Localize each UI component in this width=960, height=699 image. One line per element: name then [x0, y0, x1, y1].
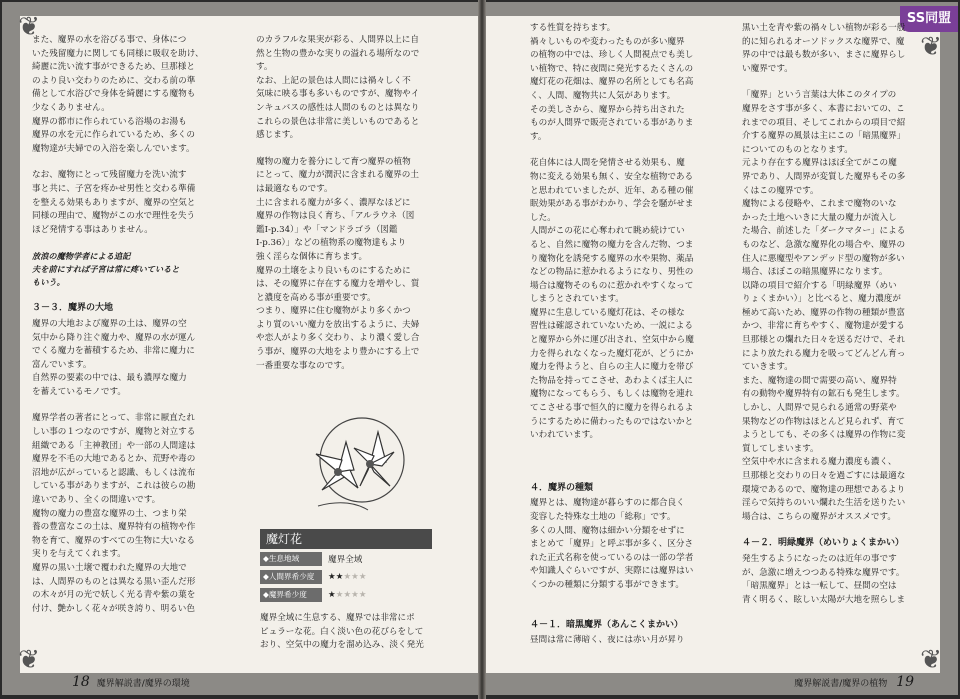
star-icon: ★	[351, 572, 359, 582]
text-line: つまり、魔界に住む魔物がより多くかつ	[256, 306, 411, 317]
paragraph-gap	[530, 144, 728, 157]
text-line: 魔物の魔力の豊富な魔界の土、つまり栄	[32, 508, 187, 519]
text-line: 実りを与えてくれます。	[32, 549, 126, 560]
text-line: 魔界に生息している魔灯花は、その様な	[530, 307, 685, 318]
plant-entry-title: 魔灯花	[260, 529, 432, 549]
section-heading: ３－３．魔界の大地	[32, 303, 114, 314]
text-line: 的に知られるオーソドックスな魔界で、魔	[742, 36, 905, 47]
right-page-frame	[940, 2, 958, 695]
text-line: 自然界の要素の中では、最も濃厚な魔力	[32, 373, 187, 384]
text-line: その美しさから、魔界から持ち出された	[530, 104, 685, 115]
star-icon: ★	[343, 572, 352, 582]
text-line: おり、空気中の魔力を溜め込み、淡く発光	[260, 640, 424, 651]
text-line: 感じます。	[256, 130, 299, 141]
text-line: により放たれる魔力を吸ってどんどん育っ	[742, 348, 906, 359]
text-line: 魔界の作物は良く育ち、「アルラウネ（図	[256, 211, 415, 222]
text-line: 「暗黒魔界」とは一転して、昼間の空は	[742, 581, 897, 592]
text-line: 旦那様との爛れた日々を送るだけで、それ	[742, 335, 906, 346]
text-line: ンキュバスの感性は人間のものとは異なり	[256, 102, 420, 113]
text-line: 養の豊富なこの土は、魔界特有の植物や作	[32, 522, 196, 533]
text-line: た場合、前述した「ダークマター」による	[742, 226, 906, 237]
text-line: 青く明るく、眩しい太陽が大地を照らしま	[742, 594, 906, 605]
text-line: 魔界の黒い土壌で覆われた魔界の大地で	[32, 563, 187, 573]
entry-key-human-rarity: ◆人間界希少度	[260, 570, 322, 584]
paragraph-gap	[530, 443, 728, 456]
text-line: なお、魔物にとって残留魔力を洗い流す	[32, 170, 187, 181]
text-line: 果物などの作物はほとんど見られず、育て	[742, 416, 905, 427]
text-line: 付け、艶かしく花々が咲き誇り、明るい色	[32, 603, 195, 614]
text-line: 同様の理由で、魔物がこの水で理性を失う	[32, 211, 196, 222]
text-line: これらの景色は非常に美しいものであると	[256, 116, 420, 127]
page-number: 18	[72, 674, 90, 690]
text-line: 土に含まれる魔力が多く、濃厚なほどに	[256, 197, 411, 208]
text-line: れた正式名称を使っているのは一部の学者	[530, 552, 694, 563]
left-column-3	[260, 612, 450, 653]
text-line: 眠効果がある事がわかり、学会を騒がせま	[530, 199, 694, 210]
star-icon: ★	[358, 572, 367, 582]
entry-key-habitat: ◆生息地域	[260, 552, 322, 566]
text-line: しまうとされています。	[530, 294, 624, 305]
text-line: 魔灯花の花畑は、魔界の名所としても名高	[530, 77, 694, 88]
entry-row-human-rarity	[260, 569, 432, 585]
text-line: かつ、非常に育ちやすく、魔物達が愛する	[742, 321, 905, 332]
paragraph-gap	[530, 456, 728, 469]
text-line: 魔界全域に生息する、魔界では非常にポ	[260, 613, 415, 623]
text-line: のより良い交わりのために、交わる前の準	[32, 75, 196, 86]
text-line: 界の中では最も数が多い、まさに魔界らし	[742, 50, 906, 61]
text-line: 富んでいます。	[32, 359, 92, 370]
entry-value-habitat: 魔界全域	[328, 555, 363, 565]
right-page-top-frame	[486, 2, 958, 16]
text-line: 昼間は常に薄暗く、夜には赤い月が昇り	[530, 635, 685, 646]
star-icon: ★	[343, 590, 352, 600]
text-line: また、魔物達の間で需要の高い、魔界特	[742, 375, 897, 386]
text-line: ていきます。	[742, 362, 793, 373]
text-line: 魔界の都市に作られている浴場のお湯も	[32, 116, 187, 127]
text-line: 事と共に、子宮を疼かせ男性と交わる準備	[32, 183, 196, 194]
text-line: 一番重要な事なのです。	[256, 360, 350, 371]
running-head: 魔界解説書/魔界の植物	[794, 679, 888, 689]
paragraph-gap	[256, 143, 456, 156]
text-line: 魔界の水を元に作られているため、多くの	[32, 130, 195, 141]
paragraph-gap	[32, 289, 246, 302]
text-line: の木々が月の光で妖しく光る青や紫の葉を	[32, 590, 196, 601]
text-line: 魔界を不毛の大地であるとか、荒野や毒の	[32, 454, 196, 465]
text-line: 違いであり、全くの間違いです。	[32, 495, 161, 506]
text-line: 発生するようになったのは近年の事です	[742, 553, 897, 564]
paragraph-gap	[32, 399, 246, 412]
text-line: ると、自然に魔物の魔力を含んだ物、つま	[530, 239, 694, 250]
text-line: す。	[530, 131, 547, 142]
running-head: 魔界解説書/魔界の環境	[96, 679, 190, 689]
text-line: 以降の項目で紹介する「明緑魔界（めい	[742, 280, 897, 291]
text-line: 魔力を得ようと、自らの主人に魔力を帯び	[530, 362, 694, 373]
text-line: 場合は魔物そのものに惹かれやすくなって	[530, 280, 694, 291]
text-line: 強く淫らな個体に育ちます。	[256, 251, 368, 262]
text-line: と濃度を高める事が重要です。	[256, 292, 376, 303]
text-line: り魔物化を誘発する魔界の水や果物、薬品	[530, 253, 694, 264]
text-line: もいう。	[32, 277, 65, 288]
text-line: は、人間界のものとは異なる黒い歪んだ形	[32, 576, 196, 587]
text-line: い魔界です。	[742, 63, 793, 74]
text-line: でくる魔力を蓄積するため、非常に魔力に	[32, 346, 195, 357]
text-line: 沼地が広がっていると認識、もしくは流布	[32, 467, 196, 478]
text-line: 魔物による侵略や、これまで魔物のいな	[742, 199, 897, 210]
text-line: 魔界とは、魔物達が暮らすのに都合良く	[530, 498, 685, 509]
star-icon: ★	[328, 572, 336, 582]
text-line: 禍々しいものや変わったものが多い魔界	[530, 36, 685, 47]
star-icon: ★	[328, 590, 336, 600]
text-line: 魔界をさす事が多く、本書においての、こ	[742, 103, 905, 114]
text-line: 少なくありません。	[32, 102, 110, 113]
text-line: より質のいい魔力を放出するように、夫婦	[256, 319, 420, 330]
text-line: と魔界から外に運び出され、空気中から魔	[530, 335, 694, 346]
text-line: する性質を持ちます。	[530, 23, 616, 33]
corner-ornament-icon: ❦	[18, 12, 40, 42]
ss-badge: SS同盟	[900, 6, 958, 32]
text-line: や恋人がより多く交わり、より濃く愛し合	[256, 333, 420, 344]
corner-ornament-icon: ❦	[920, 645, 942, 675]
paragraph-gap	[530, 606, 728, 619]
left-column-1	[32, 34, 246, 616]
text-line: についてのものとなります。	[742, 144, 853, 155]
rarity-stars	[322, 572, 367, 582]
left-page-footer	[72, 674, 190, 690]
section-heading: ４－１．暗黒魔界（あんこくまかい）	[530, 619, 684, 630]
text-line: 夫を前にすれば子宮は常に疼いていると	[32, 264, 180, 275]
text-line: いわれています。	[530, 430, 599, 441]
text-line: 力を得られなくなった魔灯花が、どうにか	[530, 348, 694, 359]
text-line: が、急激に増えつつある特殊な魔界です。	[742, 567, 905, 578]
text-line: 魔物の魔力を養分にして育つ魔界の植物	[256, 156, 411, 167]
text-line: にとって、魔力が潤沢に含まれる魔界の土	[256, 170, 419, 181]
text-line: を整える効果もありますが、魔界の空気と	[32, 197, 196, 208]
glow-flower-illustration	[298, 402, 418, 522]
text-line: や知識人ぐらいですが、実際には魔界はい	[530, 566, 694, 577]
text-line: 黒い土を青や紫の禍々しい植物が彩る一般	[742, 23, 906, 33]
text-line: 介する魔界の風景は主にこの「暗黒魔界」	[742, 131, 906, 142]
entry-key-demon-rarity: ◆魔界希少度	[260, 588, 322, 602]
left-column-2	[256, 34, 456, 373]
text-line: 物に変える効果も無く、安全な植物である	[530, 171, 694, 182]
text-line: 魔物達が夫婦での入浴を楽しんでいます。	[32, 143, 195, 154]
rarity-stars	[322, 590, 367, 600]
left-page-frame	[2, 2, 20, 695]
text-line: 環境であるので、魔物達の理想であるより	[742, 484, 906, 495]
star-icon: ★	[335, 590, 344, 600]
text-line: ものなど、急激な魔界化の場合や、魔界の	[742, 239, 906, 250]
right-page	[486, 2, 958, 695]
paragraph-gap	[742, 76, 934, 89]
text-line: う事が、魔界の大地をより豊かにする上で	[256, 347, 420, 358]
text-line: 魔界学者の著者にとって、非常に厭直たれ	[32, 413, 195, 424]
text-line: ものが人間界で販売されている事がありま	[530, 118, 694, 129]
text-line: した。	[530, 212, 556, 223]
text-line: 空気中や水に含まれる魔力濃度も濃く、	[742, 457, 897, 468]
right-column-1	[530, 22, 728, 648]
star-icon: ★	[351, 590, 359, 600]
text-line: い植物で、特に夜間に発光するたくさんの	[530, 63, 694, 74]
plant-entry-box	[260, 529, 432, 603]
text-line: している事がありますが、これは彼らの勘	[32, 481, 196, 492]
text-line: 備として水浴びで身体を綺麗にする魔物も	[32, 89, 196, 100]
text-line: また、魔界の水を浴びる事で、身体につ	[32, 35, 187, 45]
text-line: 界であり、人間界が変質した魔界もその多	[742, 171, 906, 182]
right-page-footer	[794, 674, 918, 690]
text-line: くはこの魔界です。	[742, 185, 819, 196]
text-line: す。	[256, 62, 273, 73]
text-line: 組織である「主神教団」や一部の人間達は	[32, 440, 196, 451]
text-line: 気味に映る事も多いものですが、魔物やイ	[256, 89, 420, 100]
text-line: 住人に悪魔型やアンデッド型の魔物が多い	[742, 253, 905, 264]
text-line: 然と生物の豊かな実りの溢れる場所なので	[256, 48, 420, 59]
text-line: ピュラーな花。白く淡い色の花びらをして	[260, 626, 424, 637]
text-line: く、人間、魔物共に人気があります。	[530, 90, 676, 101]
text-line: と思われていましたが、近年、ある種の催	[530, 185, 694, 196]
text-line: れまでの項目、そしてこれからの項目で紹	[742, 117, 906, 128]
text-line: 淫らで気持ちのいい爛れた生活を送りたい	[742, 498, 906, 509]
entry-row-habitat	[260, 551, 432, 567]
quote-title: 放浪の魔物学者による追記	[32, 251, 131, 262]
text-line: 習性は確認されていないため、一説による	[530, 321, 693, 332]
text-line: ようとしても、その多くは魔界の作物に変	[742, 430, 906, 441]
text-line: 元より存在する魔界はほぼ全てがこの魔	[742, 158, 897, 169]
text-line: は、その魔界に存在する魔力を増やし、質	[256, 279, 420, 290]
text-line: うにするために備わったものではないかと	[530, 416, 694, 427]
paragraph-gap	[32, 156, 246, 169]
text-line: 鑑Ⅰ-p.34）」や「マンドラゴラ（図鑑	[256, 224, 398, 235]
text-line: 極めて高いため、魔界の作物の種類が豊富	[742, 307, 905, 318]
text-line: 人間がこの花に心奪われて眺め続けてい	[530, 226, 685, 237]
corner-ornament-icon: ❦	[18, 645, 40, 675]
section-heading: ４－２．明緑魔界（めいりょくまかい）	[742, 538, 905, 549]
text-line: た物品を持ってこさせ、あわよくば主人に	[530, 375, 694, 386]
corner-ornament-icon: ❦	[920, 32, 942, 62]
section-heading: ４．魔界の種類	[530, 482, 594, 493]
text-line: 魔界の土壌をより良いものにするために	[256, 265, 411, 276]
text-line: 場合は、こちらの魔界がオススメです。	[742, 511, 896, 522]
text-line: は最適なものです。	[256, 183, 333, 194]
left-page-top-frame	[2, 2, 478, 16]
text-line: のカラフルな果実が彩る、人間界以上に自	[256, 35, 419, 45]
text-line: 有の動物や魔界特有の鉱石も発生します。	[742, 389, 905, 400]
text-line: の植物の中では、珍しく人間視点でも美し	[530, 50, 694, 61]
text-line: 変容した特殊な土地の「総称」です。	[530, 512, 676, 522]
entry-row-demon-rarity	[260, 587, 432, 603]
text-line: 旦那様と交わりの日々を過ごすには最適な	[742, 471, 906, 481]
page-number: 19	[896, 674, 914, 690]
text-line: てこさせる事で恒久的に魔力を得られるよ	[530, 403, 694, 414]
text-line: 綺麗に洗い流す事ができるため、旦那様と	[32, 62, 195, 73]
text-line: 気中から降り注ぐ魔力や、魔界の水が運ん	[32, 332, 196, 343]
text-line: なお、上記の景色は人間には禍々しく不	[256, 75, 411, 86]
star-icon: ★	[358, 590, 367, 600]
text-line: くつかの種類に分類する事ができます。	[530, 579, 685, 590]
paragraph-gap	[530, 593, 728, 606]
text-line: などの物品に惹かれるようになり、男性の	[530, 267, 694, 278]
paragraph-gap	[32, 237, 246, 250]
text-line: まとめて「魔界」と呼ぶ事が多く、区分さ	[530, 539, 694, 550]
text-line: 質してしまいます。	[742, 443, 819, 454]
text-line: 魔界の大地および魔界の土は、魔界の空	[32, 318, 187, 329]
text-line: Ⅰ-p.36）」などの植物系の魔物達もより	[256, 238, 407, 249]
book-gutter	[478, 0, 486, 699]
text-line: しかし、人間界で見られる通常の野菜や	[742, 403, 897, 414]
star-icon: ★	[335, 572, 344, 582]
text-line: いた残留魔力に関しても同様に吸収を助け、	[32, 48, 204, 59]
text-line: りょくまかい）」と比べると、魔力濃度が	[742, 294, 901, 305]
text-line: 魔物になってもらう、もしくは魔物を連れ	[530, 389, 694, 400]
text-line: 花自体には人間を発情させる効果も、魔	[530, 158, 685, 169]
text-line: 「魔界」という言葉は大体このタイプの	[742, 90, 897, 101]
left-page	[2, 2, 478, 695]
text-line: しい事の１つなのですが、魔物と対立する	[32, 427, 196, 438]
paragraph-gap	[742, 524, 934, 537]
text-line: を蓄えているモノです。	[32, 386, 127, 397]
right-column-2	[742, 22, 934, 607]
paragraph-gap	[530, 469, 728, 482]
text-line: 場合、ほぼこの暗黒魔界になります。	[742, 267, 888, 278]
text-line: 多くの人間、魔物は細かい分類をせずに	[530, 525, 685, 536]
text-line: かった土地へいきに大量の魔力が流入し	[742, 212, 897, 223]
text-line: 物を育て、魔界のすべての生物に大いなる	[32, 535, 195, 546]
text-line: ほど発情する事はありません。	[32, 224, 153, 235]
